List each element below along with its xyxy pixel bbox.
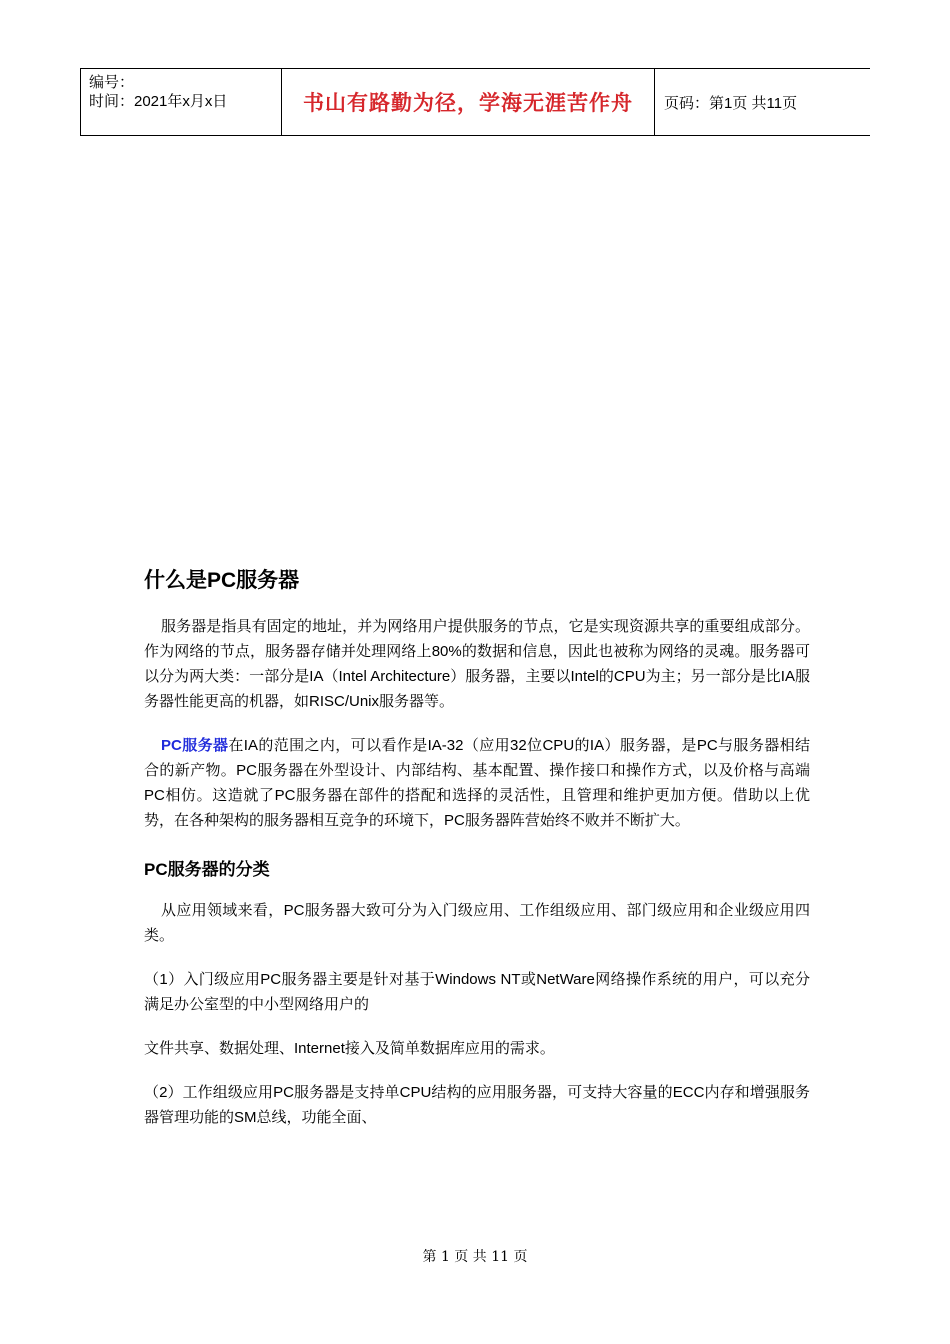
document-date-label: 时间：2021年x月x日: [89, 93, 228, 110]
paragraph-pc-server: [144, 733, 810, 833]
document-number-label: 编号：: [89, 74, 135, 91]
header-page-label: 页码：第1页 共11页: [664, 94, 798, 112]
paragraph-workgroup-level: （2）工作组级应用PC服务器是支持单CPU结构的应用服务器，可支持大容量的ECC内存和增强服务器管理功能的SM总线，功能全面、: [144, 1084, 810, 1126]
header-motto-cell: [282, 69, 655, 135]
section-title-classification: PC服务器的分类: [144, 860, 270, 879]
paragraph-entry-level-cont: 文件共享、数据处理、Internet接入及简单数据库应用的需求。: [144, 1040, 555, 1057]
page-title: 什么是PC服务器: [144, 569, 300, 592]
paragraph-pc-server-text: 在IA的范围之内，可以看作是IA-32（应用32位CPU的IA）服务器，是PC与服务器相结合的新产物。PC服务器在外型设计、内部结构、基本配置、操作接口和操作方式，以及价格与高端PC相仿。这造就了PC服务器在部件的搭配和选择的灵活性，且管理和维护更加方便。借助以上优势，在各种架构的服务器相互竞争的环境下，PC服务器阵营始终不败并不断扩大。: [144, 737, 810, 829]
header-page-cell: [655, 69, 870, 135]
document-header: [80, 68, 870, 136]
paragraph-server-definition: 服务器是指具有固定的地址，并为网络用户提供服务的节点，它是实现资源共享的重要组成部分。作为网络的节点，服务器存储并处理网络上80%的数据和信息，因此也被称为网络的灵魂。服务器可以分为两大类：一部分是IA（Intel Architecture）服务器，主要以Intel的CPU为主；另一部分是比IA服务器性能更高的机器，如RISC/Unix服务器等。: [144, 618, 810, 710]
header-motto: 书山有路勤为径，学海无涯苦作舟: [303, 90, 633, 115]
paragraph-entry-level: （1）入门级应用PC服务器主要是针对基于Windows NT或NetWare网络操作系统的用户，可以充分满足办公室型的中小型网络用户的: [144, 971, 810, 1013]
document-body: [144, 566, 810, 1149]
page-footer: 第 1 页 共 11 页: [422, 1249, 528, 1265]
header-meta: [80, 69, 282, 135]
pc-server-link[interactable]: PC服务器: [161, 737, 229, 754]
paragraph-classification-intro: 从应用领域来看，PC服务器大致可分为入门级应用、工作组级应用、部门级应用和企业级应用四类。: [144, 902, 810, 944]
